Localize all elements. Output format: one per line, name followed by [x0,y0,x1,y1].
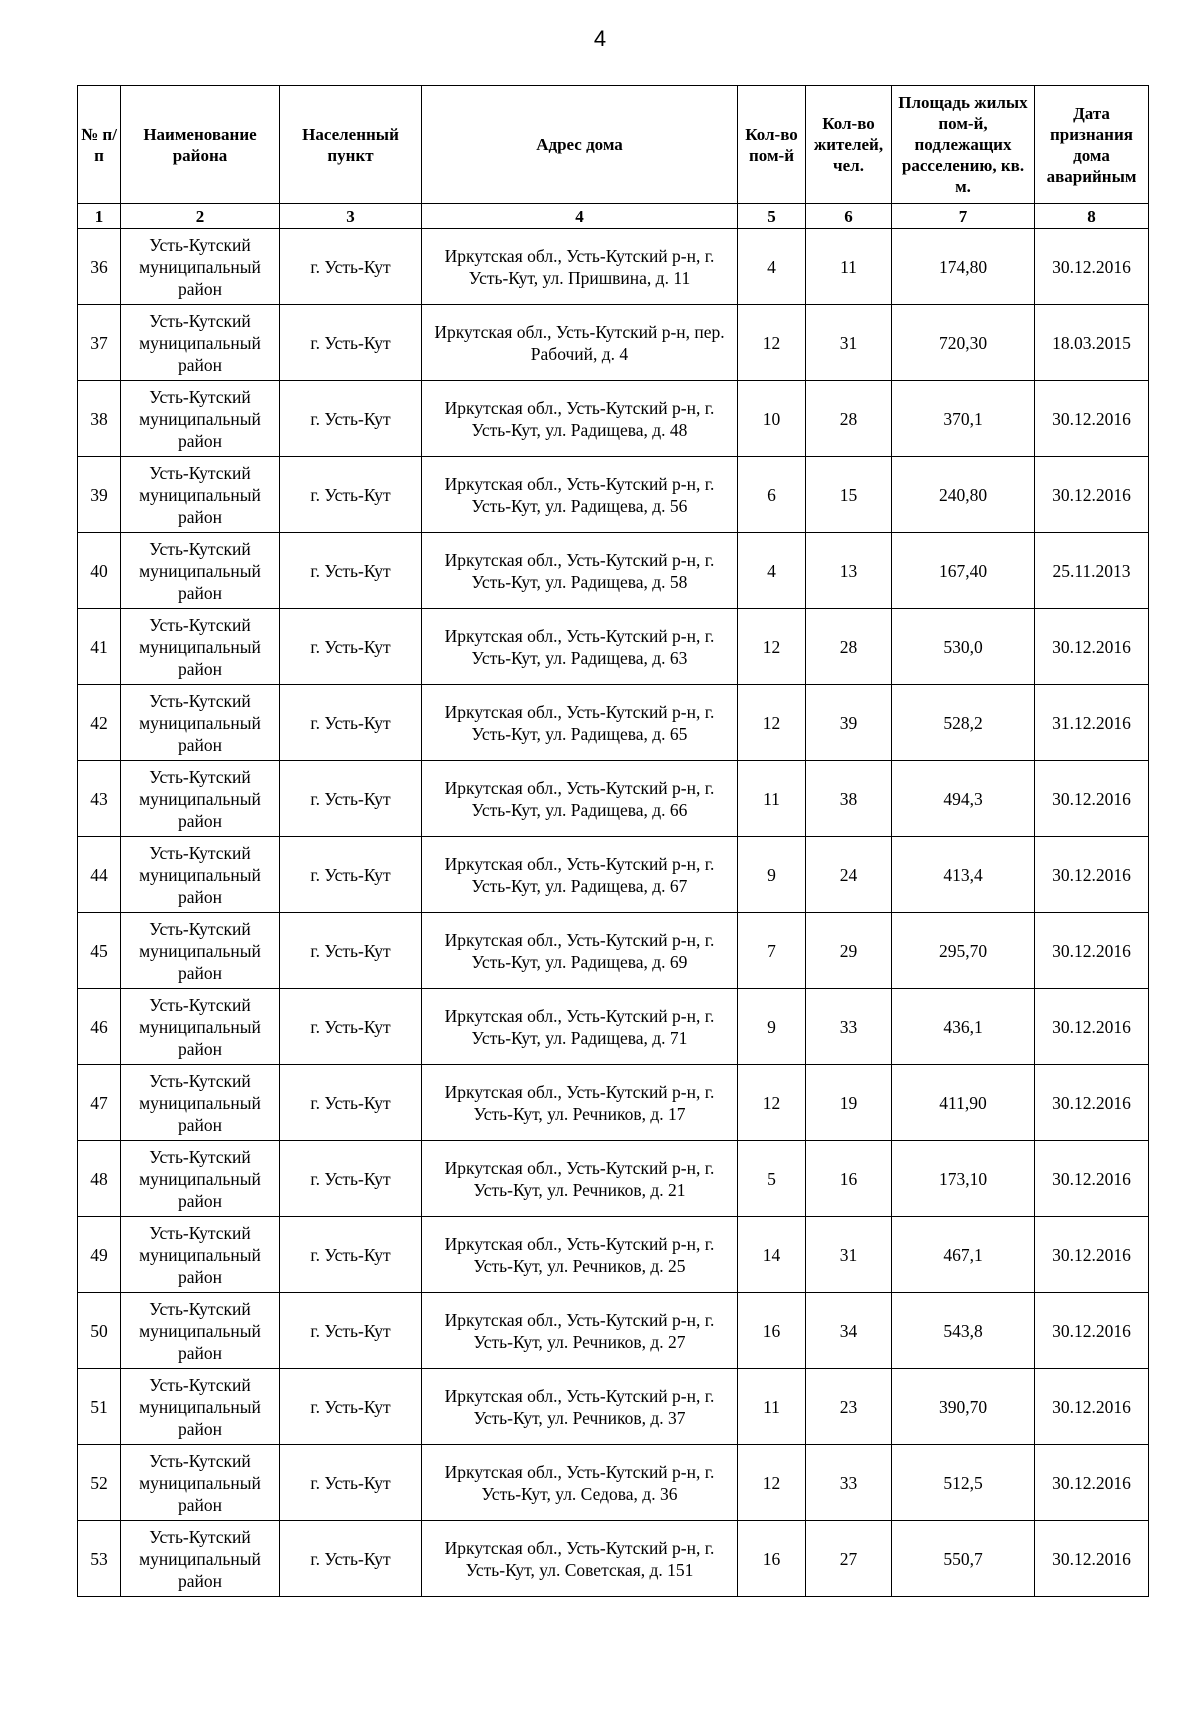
header-district: Наименование района [121,86,280,204]
cell-district: Усть-Кутский муниципальный район [121,381,280,457]
cell-address: Иркутская обл., Усть-Кутский р-н, г. Усть-Кут, ул. Советская, д. 151 [422,1521,738,1597]
cell-district: Усть-Кутский муниципальный район [121,685,280,761]
cell-district: Усть-Кутский муниципальный район [121,1445,280,1521]
table-row [78,1445,1149,1521]
cell-area: 411,90 [892,1065,1035,1141]
cell-locality: г. Усть-Кут [280,457,422,533]
cell-address: Иркутская обл., Усть-Кутский р-н, г. Усть-Кут, ул. Радищева, д. 71 [422,989,738,1065]
cell-rooms: 12 [738,1445,806,1521]
cell-locality: г. Усть-Кут [280,1293,422,1369]
cell-residents: 13 [806,533,892,609]
cell-residents: 38 [806,761,892,837]
column-number: 5 [738,204,806,229]
cell-address: Иркутская обл., Усть-Кутский р-н, г. Усть-Кут, ул. Радищева, д. 56 [422,457,738,533]
cell-locality: г. Усть-Кут [280,305,422,381]
cell-area: 390,70 [892,1369,1035,1445]
table-body [78,229,1149,1597]
table-row [78,533,1149,609]
header-area: Площадь жилых пом-й, подлежащих расселению, кв. м. [892,86,1035,204]
table-row [78,609,1149,685]
cell-rooms: 14 [738,1217,806,1293]
cell-area: 167,40 [892,533,1035,609]
cell-residents: 11 [806,229,892,305]
cell-area: 512,5 [892,1445,1035,1521]
cell-area: 550,7 [892,1521,1035,1597]
cell-locality: г. Усть-Кут [280,989,422,1065]
cell-residents: 28 [806,381,892,457]
cell-rooms: 12 [738,685,806,761]
cell-locality: г. Усть-Кут [280,1369,422,1445]
cell-address: Иркутская обл., Усть-Кутский р-н, г. Усть-Кут, ул. Речников, д. 37 [422,1369,738,1445]
cell-emergency-date: 30.12.2016 [1035,1521,1149,1597]
column-number: 3 [280,204,422,229]
cell-district: Усть-Кутский муниципальный район [121,1065,280,1141]
cell-area: 543,8 [892,1293,1035,1369]
cell-district: Усть-Кутский муниципальный район [121,533,280,609]
cell-row-number: 51 [78,1369,121,1445]
cell-rooms: 6 [738,457,806,533]
cell-residents: 33 [806,1445,892,1521]
cell-emergency-date: 31.12.2016 [1035,685,1149,761]
cell-locality: г. Усть-Кут [280,1217,422,1293]
cell-residents: 28 [806,609,892,685]
cell-district: Усть-Кутский муниципальный район [121,457,280,533]
cell-row-number: 36 [78,229,121,305]
cell-row-number: 46 [78,989,121,1065]
cell-row-number: 53 [78,1521,121,1597]
table-row [78,1369,1149,1445]
cell-row-number: 40 [78,533,121,609]
table-header-row [78,86,1149,204]
cell-area: 174,80 [892,229,1035,305]
cell-residents: 34 [806,1293,892,1369]
cell-area: 720,30 [892,305,1035,381]
cell-district: Усть-Кутский муниципальный район [121,913,280,989]
cell-locality: г. Усть-Кут [280,381,422,457]
table-row [78,989,1149,1065]
cell-locality: г. Усть-Кут [280,685,422,761]
cell-locality: г. Усть-Кут [280,837,422,913]
cell-district: Усть-Кутский муниципальный район [121,1521,280,1597]
cell-residents: 23 [806,1369,892,1445]
cell-address: Иркутская обл., Усть-Кутский р-н, г. Усть-Кут, ул. Радищева, д. 58 [422,533,738,609]
cell-district: Усть-Кутский муниципальный район [121,1369,280,1445]
header-locality: Населенный пункт [280,86,422,204]
cell-emergency-date: 30.12.2016 [1035,837,1149,913]
cell-area: 370,1 [892,381,1035,457]
header-rooms: Кол-во пом-й [738,86,806,204]
table-row [78,381,1149,457]
cell-address: Иркутская обл., Усть-Кутский р-н, г. Усть-Кут, ул. Радищева, д. 69 [422,913,738,989]
header-emergency-date: Дата признания дома аварийным [1035,86,1149,204]
cell-locality: г. Усть-Кут [280,609,422,685]
cell-area: 494,3 [892,761,1035,837]
cell-row-number: 42 [78,685,121,761]
cell-locality: г. Усть-Кут [280,761,422,837]
cell-emergency-date: 25.11.2013 [1035,533,1149,609]
header-residents: Кол-во жителей, чел. [806,86,892,204]
cell-address: Иркутская обл., Усть-Кутский р-н, г. Усть-Кут, ул. Речников, д. 17 [422,1065,738,1141]
cell-rooms: 16 [738,1521,806,1597]
cell-area: 295,70 [892,913,1035,989]
cell-rooms: 11 [738,1369,806,1445]
cell-rooms: 7 [738,913,806,989]
cell-rooms: 4 [738,229,806,305]
cell-residents: 31 [806,1217,892,1293]
cell-locality: г. Усть-Кут [280,1065,422,1141]
column-number: 1 [78,204,121,229]
cell-district: Усть-Кутский муниципальный район [121,1293,280,1369]
cell-row-number: 52 [78,1445,121,1521]
cell-district: Усть-Кутский муниципальный район [121,229,280,305]
cell-emergency-date: 30.12.2016 [1035,457,1149,533]
cell-address: Иркутская обл., Усть-Кутский р-н, г. Усть-Кут, ул. Речников, д. 25 [422,1217,738,1293]
column-number: 2 [121,204,280,229]
cell-row-number: 48 [78,1141,121,1217]
table-row [78,305,1149,381]
cell-residents: 24 [806,837,892,913]
column-number: 7 [892,204,1035,229]
cell-address: Иркутская обл., Усть-Кутский р-н, г. Усть-Кут, ул. Седова, д. 36 [422,1445,738,1521]
emergency-housing-table [77,85,1149,1597]
cell-address: Иркутская обл., Усть-Кутский р-н, г. Усть-Кут, ул. Радищева, д. 65 [422,685,738,761]
cell-rooms: 4 [738,533,806,609]
cell-residents: 39 [806,685,892,761]
cell-area: 530,0 [892,609,1035,685]
cell-area: 436,1 [892,989,1035,1065]
cell-address: Иркутская обл., Усть-Кутский р-н, г. Усть-Кут, ул. Пришвина, д. 11 [422,229,738,305]
cell-address: Иркутская обл., Усть-Кутский р-н, г. Усть-Кут, ул. Радищева, д. 63 [422,609,738,685]
cell-rooms: 12 [738,305,806,381]
cell-emergency-date: 30.12.2016 [1035,1217,1149,1293]
cell-district: Усть-Кутский муниципальный район [121,989,280,1065]
cell-address: Иркутская обл., Усть-Кутский р-н, г. Усть-Кут, ул. Речников, д. 21 [422,1141,738,1217]
cell-district: Усть-Кутский муниципальный район [121,305,280,381]
cell-area: 467,1 [892,1217,1035,1293]
table-row [78,685,1149,761]
cell-rooms: 9 [738,837,806,913]
cell-residents: 19 [806,1065,892,1141]
cell-address: Иркутская обл., Усть-Кутский р-н, г. Усть-Кут, ул. Радищева, д. 66 [422,761,738,837]
column-number: 8 [1035,204,1149,229]
cell-locality: г. Усть-Кут [280,1445,422,1521]
cell-row-number: 37 [78,305,121,381]
cell-locality: г. Усть-Кут [280,533,422,609]
cell-residents: 29 [806,913,892,989]
cell-emergency-date: 30.12.2016 [1035,609,1149,685]
table-row [78,1217,1149,1293]
cell-district: Усть-Кутский муниципальный район [121,1217,280,1293]
column-number-row [78,204,1149,229]
cell-emergency-date: 18.03.2015 [1035,305,1149,381]
cell-row-number: 41 [78,609,121,685]
cell-rooms: 9 [738,989,806,1065]
header-address: Адрес дома [422,86,738,204]
cell-rooms: 10 [738,381,806,457]
cell-district: Усть-Кутский муниципальный район [121,1141,280,1217]
cell-emergency-date: 30.12.2016 [1035,1293,1149,1369]
cell-residents: 27 [806,1521,892,1597]
cell-row-number: 39 [78,457,121,533]
cell-district: Усть-Кутский муниципальный район [121,837,280,913]
cell-rooms: 11 [738,761,806,837]
cell-address: Иркутская обл., Усть-Кутский р-н, г. Усть-Кут, ул. Радищева, д. 48 [422,381,738,457]
cell-locality: г. Усть-Кут [280,1141,422,1217]
cell-row-number: 44 [78,837,121,913]
cell-residents: 33 [806,989,892,1065]
cell-district: Усть-Кутский муниципальный район [121,761,280,837]
cell-residents: 31 [806,305,892,381]
cell-district: Усть-Кутский муниципальный район [121,609,280,685]
cell-rooms: 5 [738,1141,806,1217]
table-row [78,1521,1149,1597]
cell-emergency-date: 30.12.2016 [1035,989,1149,1065]
cell-area: 240,80 [892,457,1035,533]
cell-rooms: 16 [738,1293,806,1369]
table-row [78,1293,1149,1369]
cell-row-number: 38 [78,381,121,457]
cell-row-number: 45 [78,913,121,989]
header-row-number: № п/п [78,86,121,204]
table-row [78,1065,1149,1141]
cell-locality: г. Усть-Кут [280,229,422,305]
cell-address: Иркутская обл., Усть-Кутский р-н, пер. Рабочий, д. 4 [422,305,738,381]
cell-area: 413,4 [892,837,1035,913]
table-row [78,913,1149,989]
table-row [78,457,1149,533]
cell-emergency-date: 30.12.2016 [1035,1445,1149,1521]
cell-address: Иркутская обл., Усть-Кутский р-н, г. Усть-Кут, ул. Радищева, д. 67 [422,837,738,913]
table-row [78,761,1149,837]
cell-emergency-date: 30.12.2016 [1035,913,1149,989]
cell-row-number: 49 [78,1217,121,1293]
cell-rooms: 12 [738,609,806,685]
cell-area: 528,2 [892,685,1035,761]
cell-emergency-date: 30.12.2016 [1035,229,1149,305]
cell-emergency-date: 30.12.2016 [1035,381,1149,457]
cell-locality: г. Усть-Кут [280,1521,422,1597]
table-row [78,229,1149,305]
cell-emergency-date: 30.12.2016 [1035,761,1149,837]
column-number: 6 [806,204,892,229]
cell-row-number: 43 [78,761,121,837]
cell-row-number: 47 [78,1065,121,1141]
cell-emergency-date: 30.12.2016 [1035,1141,1149,1217]
column-number: 4 [422,204,738,229]
cell-row-number: 50 [78,1293,121,1369]
cell-emergency-date: 30.12.2016 [1035,1065,1149,1141]
cell-address: Иркутская обл., Усть-Кутский р-н, г. Усть-Кут, ул. Речников, д. 27 [422,1293,738,1369]
table-row [78,837,1149,913]
cell-rooms: 12 [738,1065,806,1141]
cell-emergency-date: 30.12.2016 [1035,1369,1149,1445]
table-row [78,1141,1149,1217]
cell-locality: г. Усть-Кут [280,913,422,989]
cell-residents: 15 [806,457,892,533]
page-number: 4 [593,26,607,51]
cell-residents: 16 [806,1141,892,1217]
cell-area: 173,10 [892,1141,1035,1217]
